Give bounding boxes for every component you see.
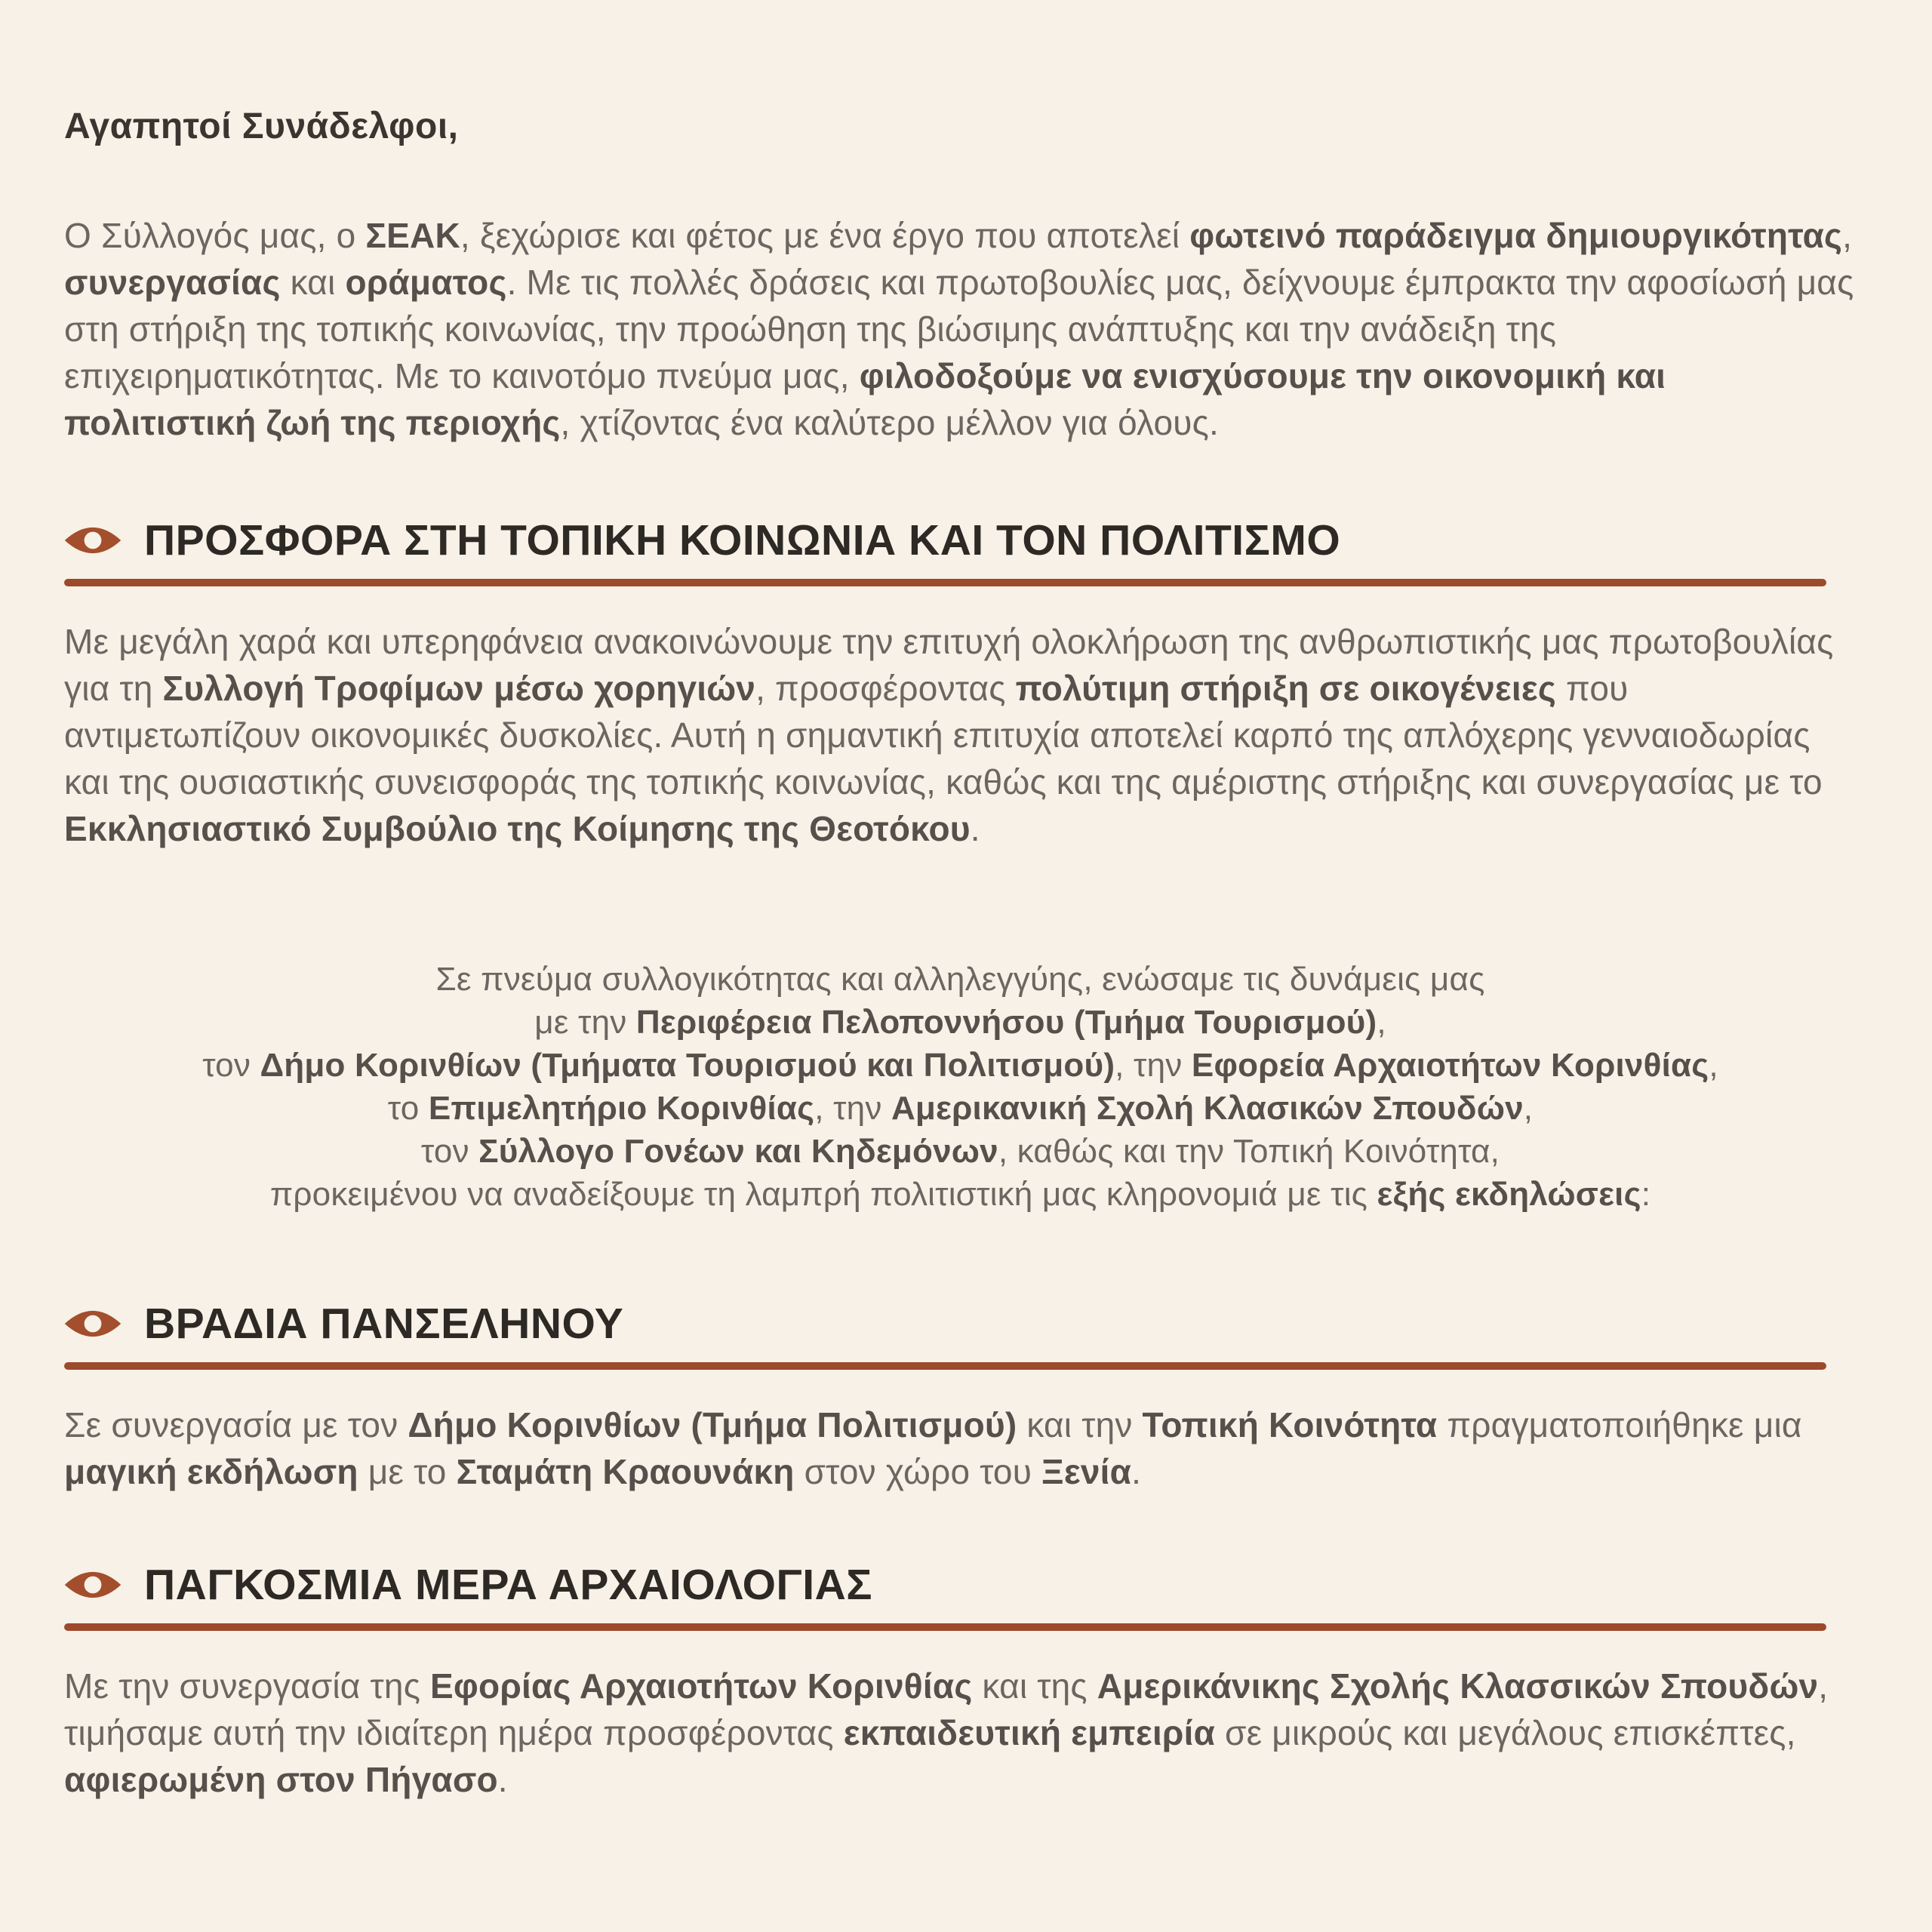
eye-icon	[64, 1566, 122, 1604]
section-paragraph: Με μεγάλη χαρά και υπερηφάνεια ανακοινώνουμε την επιτυχή ολοκλήρωση της ανθρωπιστικής μας πρωτοβουλίας για τη Συλλογή Τροφίμων μέσω χορηγιών, προσφέροντας πολύτιμη στήριξη σε οικογένειες που αντιμετωπίζουν οικονομικές δυσκολίες. Αυτή η σημαντική επιτυχία αποτελεί καρπό της απλόχερης γενναιοδωρίας και της ουσιαστικής συνεισφοράς της τοπικής κοινωνίας, καθώς και της αμέριστης στήριξης και συνεργασίας με το Εκκλησιαστικό Συμβούλιο της Κοίμησης της Θεοτόκου.	[64, 622, 1834, 848]
partners-paragraph	[64, 958, 1857, 1216]
partners-line: με την Περιφέρεια Πελοποννήσου (Τμήμα Τουρισμού),	[534, 1004, 1386, 1041]
section-divider	[64, 1362, 1826, 1370]
partners-line: προκειμένου να αναδείξουμε τη λαμπρή πολιτιστική μας κληρονομιά με τις εξής εκδηλώσεις:	[269, 1176, 1651, 1213]
section-paragraph: Σε συνεργασία με τον Δήμο Κορινθίων (Τμήμα Πολιτισμού) και την Τοπική Κοινότητα πραγματοποιήθηκε μια μαγική εκδήλωση με το Σταμάτη Κραουνάκη στον χώρο του Ξενία.	[64, 1405, 1802, 1491]
section-title: ΒΡΑΔΙΑ ΠΑΝΣΕΛΗΝΟΥ	[144, 1300, 624, 1348]
section-header	[64, 1299, 1857, 1349]
eye-icon	[64, 1305, 122, 1343]
section-title: ΠΡΟΣΦΟΡΑ ΣΤΗ ΤΟΠΙΚΗ ΚΟΙΝΩΝΙΑ ΚΑΙ ΤΟΝ ΠΟΛΙΤΙΣΜΟ	[144, 516, 1341, 565]
section-header	[64, 1560, 1857, 1610]
partners-line: Σε πνεύμα συλλογικότητας και αλληλεγγύης, ενώσαμε τις δυνάμεις μας	[435, 961, 1485, 998]
section-community-culture	[64, 515, 1857, 852]
section-full-moon-night	[64, 1299, 1857, 1495]
partners-line: το Επιμελητήριο Κορινθίας, την Αμερικανική Σχολή Κλασικών Σπουδών,	[387, 1090, 1534, 1127]
section-header	[64, 515, 1857, 565]
section-paragraph: Με την συνεργασία της Εφορίας Αρχαιοτήτων Κορινθίας και της Αμερικάνικης Σχολής Κλασσικών Σπουδών, τιμήσαμε αυτή την ιδιαίτερη ημέρα προσφέροντας εκπαιδευτική εμπειρία σε μικρούς και μεγάλους επισκέπτες, αφιερωμένη στον Πήγασο.	[64, 1666, 1829, 1799]
partners-line: τον Δήμο Κορινθίων (Τμήματα Τουρισμού και Πολιτισμού), την Εφορεία Αρχαιοτήτων Κορινθίας,	[202, 1047, 1718, 1084]
section-divider	[64, 1623, 1826, 1631]
section-title: ΠΑΓΚΟΣΜΙΑ ΜΕΡΑ ΑΡΧΑΙΟΛΟΓΙΑΣ	[144, 1561, 872, 1609]
intro-paragraph: Ο Σύλλογός μας, ο ΣΕΑΚ, ξεχώρισε και φέτος με ένα έργο που αποτελεί φωτεινό παράδειγμα δημιουργικότητας, συνεργασίας και οράματος. Με τις πολλές δράσεις και πρωτοβουλίες μας, δείχνουμε έμπρακτα την αφοσίωσή μας στη στήριξη της τοπικής κοινωνίας, την προώθηση της βιώσιμης ανάπτυξης και την ανάδειξη της επιχειρηματικότητας. Με το καινοτόμο πνεύμα μας, φιλοδοξούμε να ενισχύσουμε την οικονομική και πολιτιστική ζωή της περιοχής, χτίζοντας ένα καλύτερο μέλλον για όλους.	[64, 216, 1854, 442]
section-world-archaeology-day	[64, 1560, 1857, 1803]
partners-line: τον Σύλλογο Γονέων και Κηδεμόνων, καθώς και την Τοπική Κοινότητα,	[420, 1133, 1500, 1170]
section-divider	[64, 579, 1826, 586]
eye-icon	[64, 521, 122, 559]
greeting-text: Αγαπητοί Συνάδελφοι,	[64, 106, 459, 146]
